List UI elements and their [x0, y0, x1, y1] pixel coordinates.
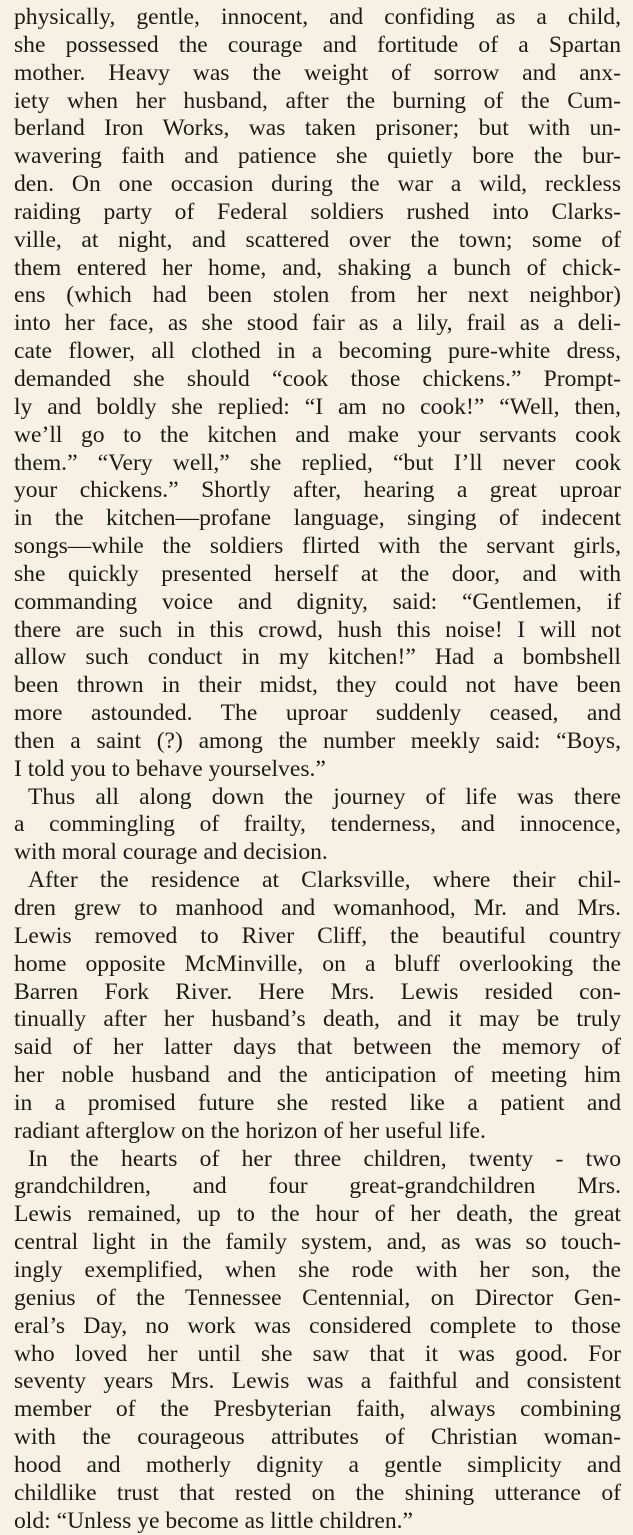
text-line: berland Iron Works, was taken prisoner; but with un-	[14, 115, 621, 142]
text-line: songs—while the soldiers flirted with the servant girls,	[14, 533, 621, 560]
text-line: with moral courage and decision.	[14, 839, 328, 866]
text-line: Thus all along down the journey of life was there	[28, 783, 621, 810]
text-line: who loved her until she saw that it was good. For	[14, 1340, 621, 1367]
text-line: grandchildren, and four great-grandchildren Mrs.	[14, 1173, 621, 1200]
text-line: your chickens.” Shortly after, hearing a great uproar	[14, 477, 621, 504]
text-line: member of the Presbyterian faith, always combining	[14, 1396, 621, 1423]
text-line: eral’s Day, no work was considered complete to those	[14, 1312, 621, 1339]
text-line: hood and motherly dignity a gentle simplicity and	[14, 1451, 621, 1478]
text-line: den. On one occasion during the war a wild, reckless	[14, 171, 621, 198]
body-text	[14, 4, 621, 1535]
text-line: childlike trust that rested on the shining utterance of	[14, 1479, 621, 1506]
text-line: ville, at night, and scattered over the town; some of	[14, 226, 621, 253]
text-line: then a saint (?) among the number meekly said: “Boys,	[14, 727, 621, 754]
text-line: she possessed the courage and fortitude of a Spartan	[14, 31, 621, 58]
text-line: Lewis remained, up to the hour of her death, the great	[14, 1201, 621, 1228]
text-line: ens (which had been stolen from her next neighbor)	[14, 282, 621, 309]
text-line: more astounded. The uproar suddenly ceased, and	[14, 700, 621, 727]
text-line: them.” “Very well,” she replied, “but I’ll never cook	[14, 449, 621, 476]
text-line: we’ll go to the kitchen and make your servants cook	[14, 421, 621, 448]
text-line: a commingling of frailty, tenderness, and innocence,	[14, 811, 621, 838]
text-line: I told you to behave yourselves.”	[14, 755, 326, 782]
text-line: tinually after her husband’s death, and it may be truly	[14, 1006, 621, 1033]
text-line: allow such conduct in my kitchen!” Had a bombshell	[14, 644, 621, 671]
text-line: them entered her home, and, shaking a bunch of chick-	[14, 254, 621, 281]
text-line: demanded she should “cook those chickens.” Prompt-	[14, 365, 621, 392]
text-line: in the kitchen—profane language, singing of indecent	[14, 505, 621, 532]
text-line: her noble husband and the anticipation of meeting him	[14, 1062, 621, 1089]
text-line: In the hearts of her three children, twenty - two	[28, 1145, 621, 1172]
text-line: commanding voice and dignity, said: “Gentlemen, if	[14, 588, 621, 615]
text-line: genius of the Tennessee Centennial, on Director Gen-	[14, 1284, 621, 1311]
text-line: Barren Fork River. Here Mrs. Lewis resided con-	[14, 978, 621, 1005]
text-line: raiding party of Federal soldiers rushed into Clarks-	[14, 198, 621, 225]
text-line: home opposite McMinville, on a bluff overlooking the	[14, 950, 621, 977]
text-line: into her face, as she stood fair as a lily, frail as a deli-	[14, 310, 621, 337]
text-line: Lewis removed to River Cliff, the beautiful country	[14, 922, 621, 949]
text-line: with the courageous attributes of Christian woman-	[14, 1424, 621, 1451]
text-line: ly and boldly she replied: “I am no cook!” “Well, then,	[14, 393, 621, 420]
text-line: dren grew to manhood and womanhood, Mr. and Mrs.	[14, 895, 621, 921]
text-line: seventy years Mrs. Lewis was a faithful and consistent	[14, 1368, 621, 1395]
text-line: ingly exemplified, when she rode with her son, the	[14, 1256, 621, 1283]
text-line: central light in the family system, and, as was so touch-	[14, 1229, 621, 1256]
text-line: old: “Unless ye become as little children.”	[14, 1507, 413, 1534]
text-line: mother. Heavy was the weight of sorrow and anx-	[14, 59, 621, 86]
text-line: physically, gentle, innocent, and confiding as a child,	[14, 4, 621, 30]
text-line: said of her latter days that between the memory of	[14, 1034, 621, 1061]
text-line: she quickly presented herself at the door, and with	[14, 560, 621, 587]
text-line: in a promised future she rested like a patient and	[14, 1089, 621, 1116]
text-line: After the residence at Clarksville, where their chil-	[28, 867, 621, 894]
text-line: radiant afterglow on the horizon of her useful life.	[14, 1117, 486, 1144]
text-line: iety when her husband, after the burning of the Cum-	[14, 87, 621, 114]
text-line: wavering faith and patience she quietly bore the bur-	[14, 143, 621, 170]
text-line: been thrown in their midst, they could not have been	[14, 672, 621, 699]
text-line: there are such in this crowd, hush this noise! I will not	[14, 616, 621, 643]
text-line: cate flower, all clothed in a becoming pure-white dress,	[14, 338, 621, 365]
